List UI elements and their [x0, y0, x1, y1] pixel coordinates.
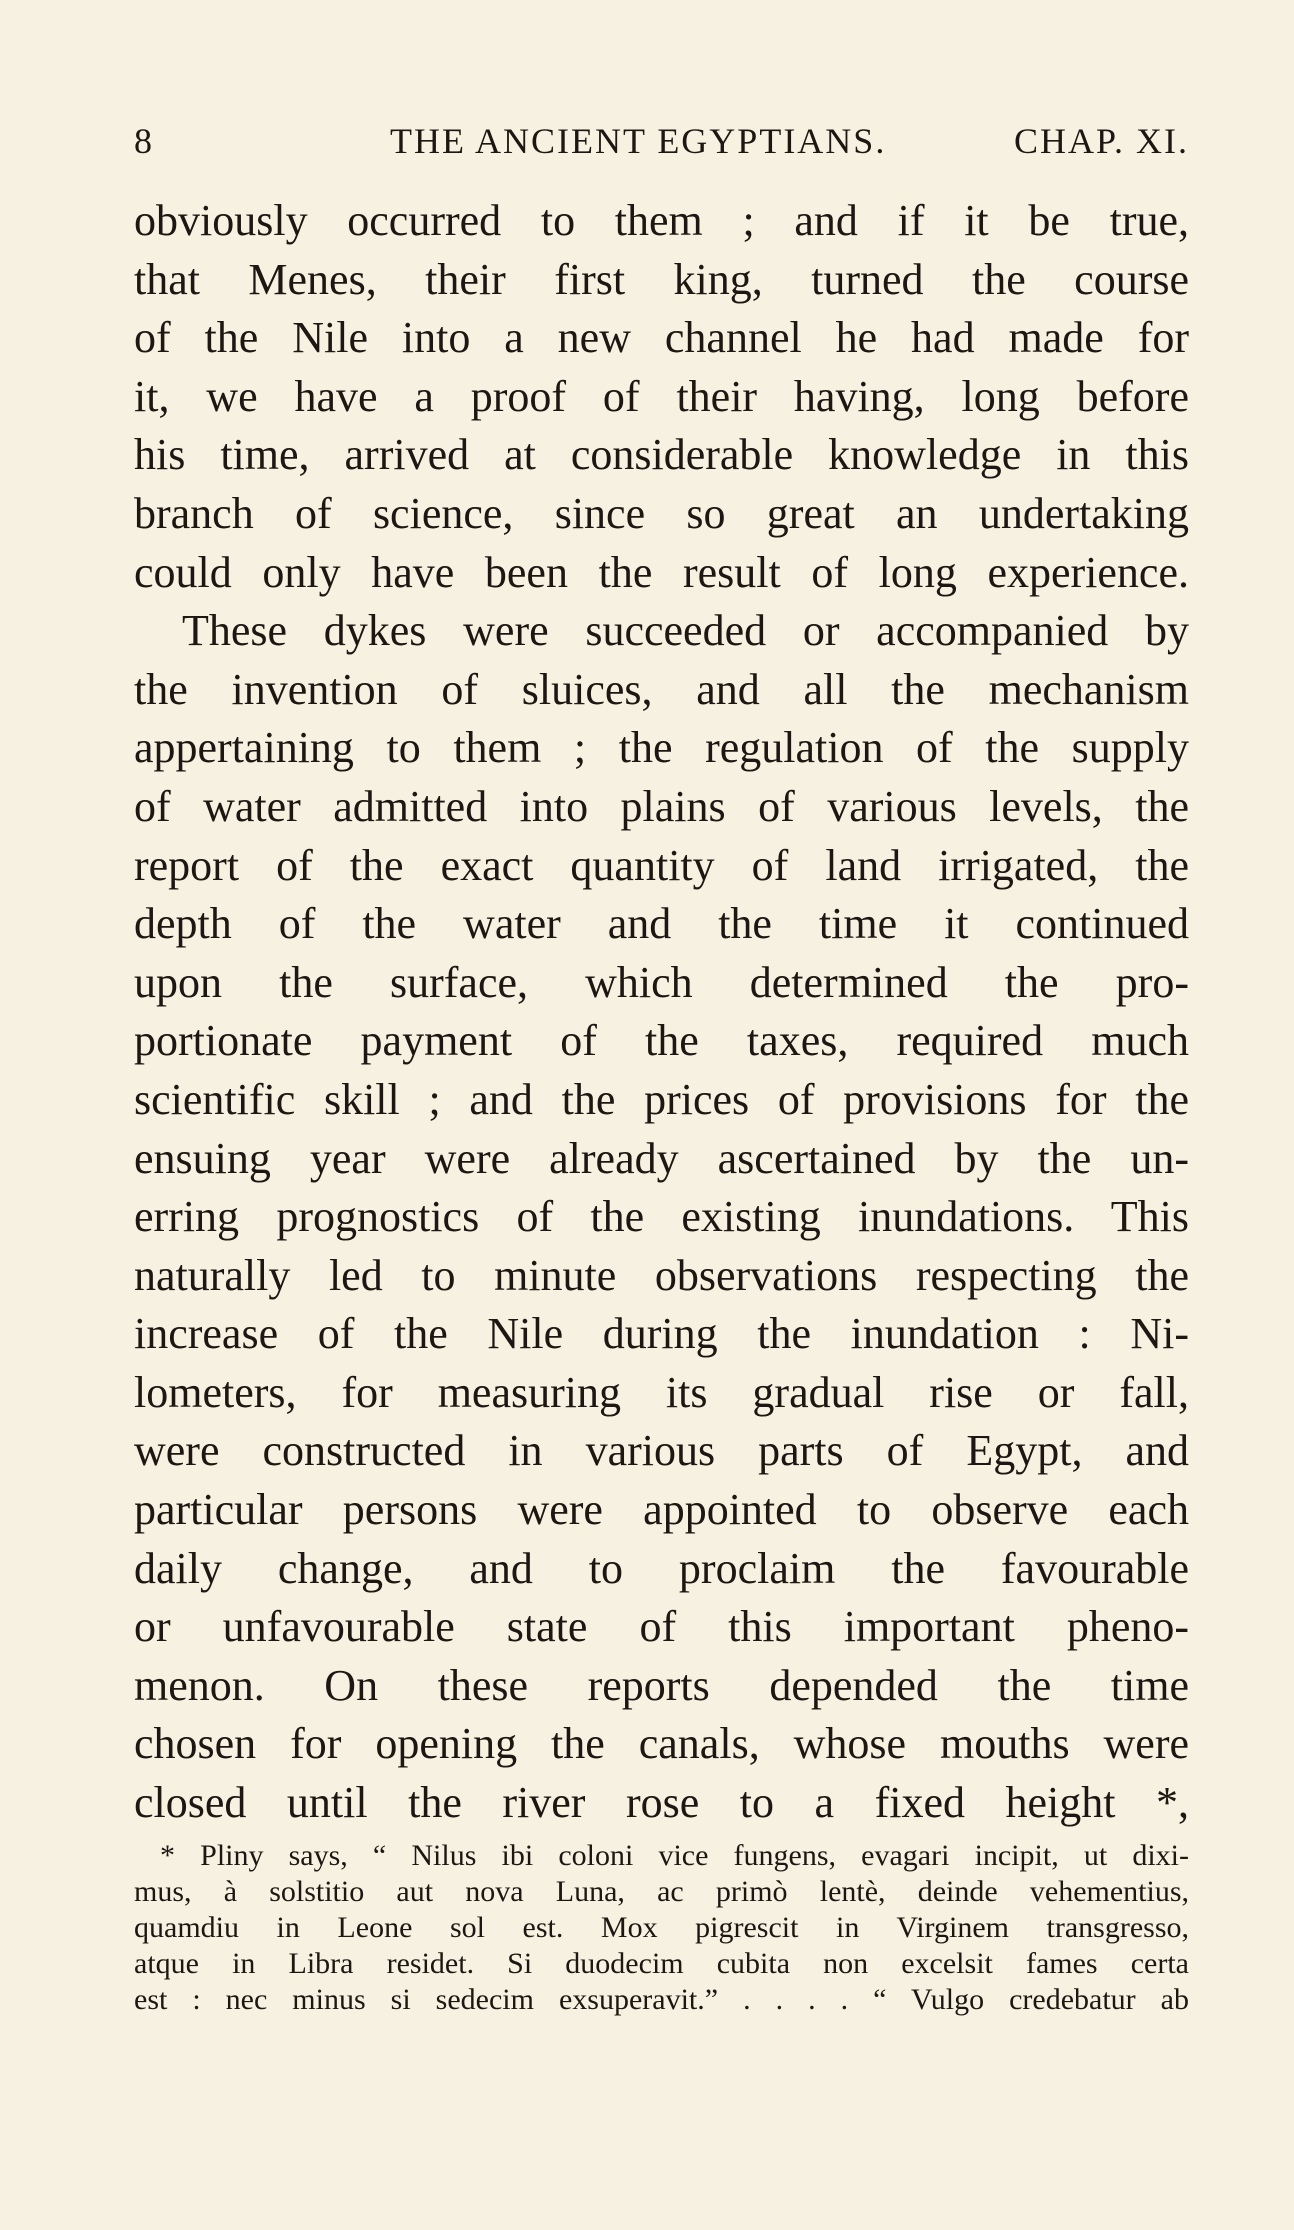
text-line: erring prognostics of the existing inundations. This — [134, 1192, 1189, 1242]
page-number: 8 — [134, 121, 154, 161]
text-line: closed until the river rose to a fixed height *, — [134, 1778, 1189, 1828]
chapter-label: CHAP. XI. — [1013, 121, 1189, 161]
text-line: appertaining to them ; the regulation of the supply — [134, 723, 1189, 773]
text-line: report of the exact quantity of land irrigated, the — [134, 840, 1189, 890]
footnote-line: mus, à solstitio aut nova Luna, ac primò lentè, deinde vehementius, — [134, 1875, 1189, 1908]
text-line: portionate payment of the taxes, required much — [134, 1016, 1189, 1066]
text-line: depth of the water and the time it continued — [134, 899, 1189, 949]
running-title: THE ANCIENT EGYPTIANS. — [390, 121, 887, 161]
text-line: chosen for opening the canals, whose mouths were — [134, 1719, 1189, 1769]
paragraph-start-line: These dykes were succeeded or accompanied by — [182, 606, 1189, 656]
text-line: obviously occurred to them ; and if it be true, — [134, 196, 1189, 245]
text-line: it, we have a proof of their having, long before — [134, 371, 1189, 421]
text-line: that Menes, their first king, turned the course — [134, 254, 1189, 304]
footnote-line: est : nec minus si sedecim exsuperavit.” . . . . “ Vulgo credebatur ab — [134, 1983, 1189, 2016]
text-line: scientific skill ; and the prices of provisions for the — [134, 1074, 1189, 1124]
text-line: particular persons were appointed to observe each — [134, 1485, 1189, 1535]
footnote-line: atque in Libra residet. Si duodecim cubita non excelsit fames certa — [134, 1947, 1189, 1980]
body-text — [134, 192, 1189, 1833]
text-line: increase of the Nile during the inundation : Ni- — [134, 1309, 1189, 1359]
text-line: ensuing year were already ascertained by the un- — [134, 1133, 1189, 1183]
footnote-line: quamdiu in Leone sol est. Mox pigrescit in Virginem transgresso, — [134, 1911, 1189, 1944]
footnote-line: * Pliny says, “ Nilus ibi coloni vice fungens, evagari incipit, ut dixi- — [160, 1839, 1189, 1872]
text-line: could only have been the result of long experience. — [134, 547, 1189, 597]
text-line: or unfavourable state of this important pheno- — [134, 1602, 1189, 1652]
text-line: naturally led to minute observations respecting the — [134, 1250, 1189, 1300]
text-line: of the Nile into a new channel he had made for — [134, 313, 1189, 363]
running-header — [134, 120, 1189, 170]
text-line: the invention of sluices, and all the mechanism — [134, 664, 1189, 714]
text-line: lometers, for measuring its gradual rise or fall, — [134, 1367, 1189, 1417]
text-line: were constructed in various parts of Egypt, and — [134, 1426, 1189, 1476]
footnote — [134, 1838, 1189, 2018]
text-line: his time, arrived at considerable knowledge in this — [134, 430, 1189, 480]
text-line: of water admitted into plains of various levels, the — [134, 781, 1189, 831]
text-line: daily change, and to proclaim the favourable — [134, 1543, 1189, 1593]
text-line: menon. On these reports depended the time — [134, 1660, 1189, 1710]
text-line: branch of science, since so great an undertaking — [134, 488, 1189, 538]
text-line: upon the surface, which determined the pro- — [134, 957, 1189, 1007]
